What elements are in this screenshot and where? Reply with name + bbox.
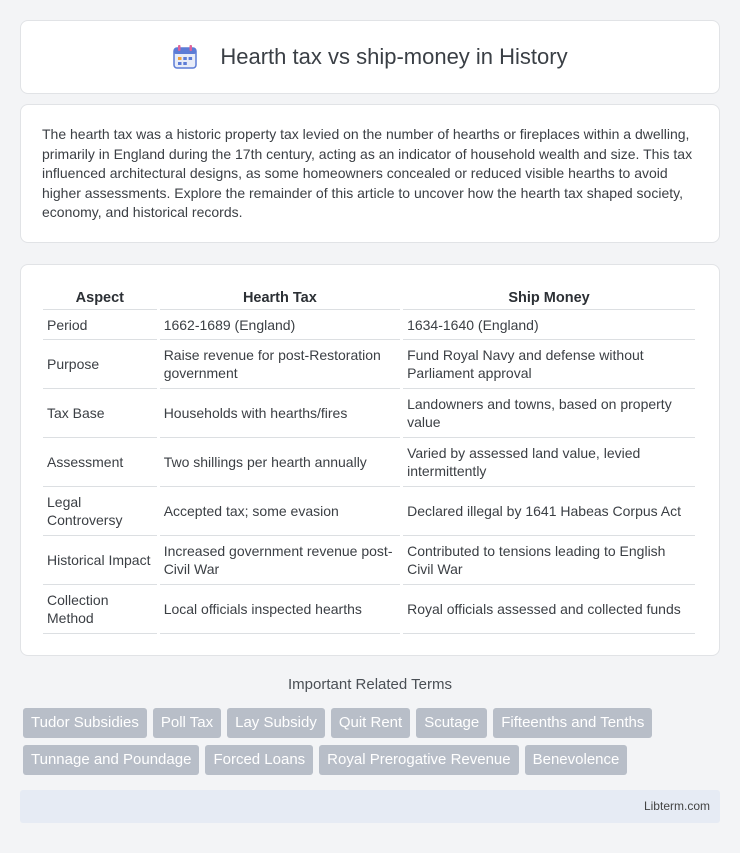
page-title: Hearth tax vs ship-money in History	[220, 44, 568, 69]
related-term-tag[interactable]: Benevolence	[525, 745, 628, 775]
related-terms-heading: Important Related Terms	[288, 676, 452, 693]
table-row	[43, 487, 695, 536]
row-aspect: Collection Method	[43, 585, 157, 634]
table-row	[43, 536, 695, 585]
table-row	[43, 310, 695, 340]
footer	[20, 790, 720, 823]
row-hearth-tax: Local officials inspected hearths	[160, 585, 400, 634]
comparison-card	[20, 264, 720, 656]
title-card	[20, 20, 720, 94]
related-term-tag[interactable]: Fifteenths and Tenths	[493, 708, 652, 738]
row-ship-money: Landowners and towns, based on property value	[403, 389, 695, 438]
table-header-row	[43, 283, 695, 310]
row-hearth-tax: Increased government revenue post-Civil War	[160, 536, 400, 585]
related-term-tag[interactable]: Scutage	[416, 708, 487, 738]
header-ship-money: Ship Money	[403, 283, 695, 310]
related-term-tag[interactable]: Tunnage and Poundage	[23, 745, 199, 775]
row-ship-money: Varied by assessed land value, levied intermittently	[403, 438, 695, 487]
header-aspect: Aspect	[43, 283, 157, 310]
table-row	[43, 585, 695, 634]
related-term-tag[interactable]: Forced Loans	[205, 745, 313, 775]
calendar-icon	[172, 44, 198, 70]
row-ship-money: 1634-1640 (England)	[403, 310, 695, 340]
row-aspect: Assessment	[43, 438, 157, 487]
related-term-tag[interactable]: Poll Tax	[153, 708, 221, 738]
row-aspect: Legal Controversy	[43, 487, 157, 536]
header-hearth-tax: Hearth Tax	[160, 283, 400, 310]
table-row	[43, 438, 695, 487]
row-ship-money: Fund Royal Navy and defense without Parliament approval	[403, 340, 695, 389]
row-hearth-tax: Accepted tax; some evasion	[160, 487, 400, 536]
table-row	[43, 389, 695, 438]
related-term-tag[interactable]: Royal Prerogative Revenue	[319, 745, 518, 775]
related-term-tag[interactable]: Lay Subsidy	[227, 708, 325, 738]
row-hearth-tax: 1662-1689 (England)	[160, 310, 400, 340]
row-aspect: Period	[43, 310, 157, 340]
row-ship-money: Declared illegal by 1641 Habeas Corpus Act	[403, 487, 695, 536]
row-aspect: Tax Base	[43, 389, 157, 438]
related-term-tag[interactable]: Quit Rent	[331, 708, 410, 738]
table-row	[43, 340, 695, 389]
related-terms-list	[23, 708, 723, 775]
related-term-tag[interactable]: Tudor Subsidies	[23, 708, 147, 738]
row-hearth-tax: Two shillings per hearth annually	[160, 438, 400, 487]
row-hearth-tax: Households with hearths/fires	[160, 389, 400, 438]
row-aspect: Purpose	[43, 340, 157, 389]
row-ship-money: Contributed to tensions leading to English Civil War	[403, 536, 695, 585]
intro-paragraph: The hearth tax was a historic property tax levied on the number of hearths or fireplaces within a dwelling, primarily in England during the 17th century, acting as an indicator of household wealth and size. This tax influenced architectural designs, as some homeowners concealed or reduced visible hearths to avoid higher assessments. Explore the remainder of this article to uncover how the hearth tax shaped society, economy, and historical records.	[42, 126, 693, 221]
row-ship-money: Royal officials assessed and collected funds	[403, 585, 695, 634]
footer-site-link[interactable]: Libterm.com	[643, 799, 710, 813]
intro-card	[20, 104, 720, 243]
comparison-table	[40, 283, 698, 634]
row-aspect: Historical Impact	[43, 536, 157, 585]
row-hearth-tax: Raise revenue for post-Restoration government	[160, 340, 400, 389]
